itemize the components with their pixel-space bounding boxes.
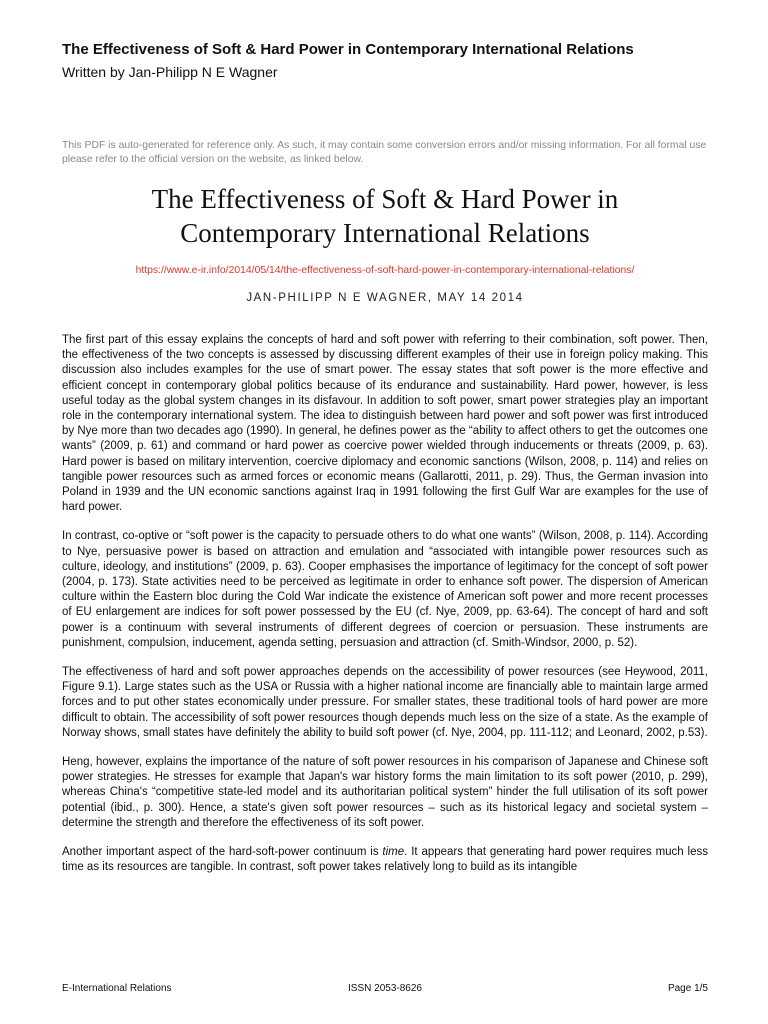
paragraph-5-text-start: Another important aspect of the hard-soft-power continuum is	[62, 846, 383, 859]
paragraph-5-text-end: . It appears that generating hard power requires much less time as its resources are tangible. In contrast, soft power takes relatively long to build as its intangible	[62, 846, 708, 874]
article-title	[62, 182, 708, 250]
body-paragraph-5	[62, 845, 708, 875]
page-footer	[62, 982, 708, 998]
article-title-line-1: The Effectiveness of Soft & Hard Power in	[151, 184, 619, 214]
footer-issn: ISSN 2053-8626	[348, 983, 422, 994]
body-paragraph-1: The first part of this essay explains the concepts of hard and soft power with referring to their combination, soft power. Then, the effectiveness of the two concepts is assessed by discussing different examples of their use in foreign policy making. This discussion also includes examples for the use of smart power. The essay states that soft power is the more effective and efficient concept in contemporary global politics because of its endurance and sustainability. Hard power, however, is less useful today as the global system changes in its disfavour. In addition to soft power, smart power strategies play an important role in the contemporary international system. The idea to distinguish between hard power and soft power was first introduced by Nye more than two decades ago (1990). In general, he defines power as the “ability to affect others to get the outcomes one wants” (2009, p. 61) and command or hard power as coercive power wielded through inducements or threats (2009, p. 63). Hard power is based on military intervention, coercive diplomacy and economic sanctions (Wilson, 2008, p. 114) and relies on tangible power resources such as armed forces or economic means (Gallarotti, 2011, p. 29). Thus, the German invasion into Poland in 1939 and the UN economic sanctions against Iraq in 1991 following the first Gulf War are examples for the use of hard power.	[62, 334, 708, 514]
body-paragraph-3: The effectiveness of hard and soft power approaches depends on the accessibility of power resources (see Heywood, 2011, Figure 9.1). Large states such as the USA or Russia with a higher national income are financially able to maintain large armed forces and to put other states economically under pressure. For smaller states, these traditional tools of hard power are more difficult to obtain. The accessibility of soft power resources though depends much less on the size of a state. As the example of Norway shows, small states have definitely the ability to build soft power (cf. Nye, 2004, pp. 111-112; and Leonard, 2002, p.53).	[62, 666, 708, 739]
paragraph-5-emphasis: time	[382, 846, 405, 859]
footer-publisher: E-International Relations	[62, 983, 172, 994]
article-title-line-2: Contemporary International Relations	[180, 218, 590, 248]
disclaimer-text: This PDF is auto-generated for reference only. As such, it may contain some conversion errors and/or missing information. For all formal use please refer to the official version on the website, as linked below.	[62, 140, 707, 165]
body-paragraph-2: In contrast, co-optive or “soft power is the capacity to persuade others to do what one wants” (Wilson, 2008, p. 114). According to Nye, persuasive power is based on attraction and emulation and “associated with intangible power resources such as culture, ideology, and institutions” (2009, p. 63). Cooper emphasises the importance of legitimacy for the concept of soft power (2004, p. 173). State activities need to be perceived as legitimate in order to enhance soft power. The dispersion of American culture within the Eastern bloc during the Cold War indicate the existence of American soft power and more recent processes of EU enlargement are indices for soft power possessed by the EU (cf. Nye, 2009, pp. 63-64). The concept of hard and soft power is a continuum with several instruments of different degrees of coercion or persuasion. These instruments are punishment, compulsion, inducement, agenda setting, persuasion and attraction (cf. Smith-Windsor, 2000, p. 52).	[62, 530, 708, 649]
footer-page-number: Page 1/5	[667, 983, 708, 994]
header-title: The Effectiveness of Soft & Hard Power in Contemporary International Relations	[62, 41, 634, 58]
article-url-link[interactable]: https://www.e-ir.info/2014/05/14/the-effectiveness-of-soft-hard-power-in-contemporary-international-relations/	[135, 265, 635, 276]
body-paragraph-4: Heng, however, explains the importance of the nature of soft power resources in his comparison of Japanese and Chinese soft power strategies. He stresses for example that Japan's war history forms the main limitation to its soft power (2010, p. 299), whereas China's “competitive state-led model and its authoritarian political system” hinder the full utilisation of its soft power potential (ibid., p. 300). Hence, a state's given soft power resources – such as its historical legacy and societal system – determine the strength and therefore the effectiveness of its soft power.	[62, 756, 708, 829]
article-byline: JAN-PHILIPP N E WAGNER, MAY 14 2014	[246, 292, 524, 304]
header-author: Written by Jan-Philipp N E Wagner	[62, 64, 278, 80]
article-body	[62, 333, 708, 890]
